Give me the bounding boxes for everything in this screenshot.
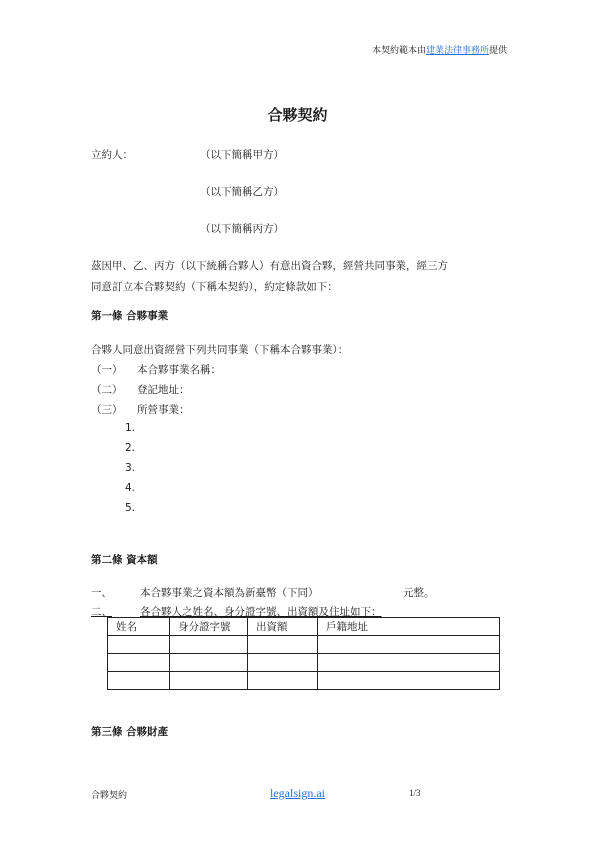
table-cell[interactable]	[248, 672, 318, 690]
clause-1-text: 本合夥事業之資本額為新臺幣（下同）	[140, 587, 319, 599]
numbered-line-3: 3.	[125, 462, 136, 474]
clause-2-text: 各合夥人之姓名、身分證字號、出資額及住址如下：	[140, 606, 382, 618]
page-header	[372, 43, 507, 56]
table-cell[interactable]	[318, 636, 500, 654]
item-3-text: 所營事業：	[137, 404, 190, 416]
table-header-row	[108, 618, 500, 636]
preamble-line-1: 茲因甲、乙、丙方（以下統稱合夥人）有意出資合夥，經營共同事業，經三方	[91, 260, 448, 272]
numbered-line-1: 1.	[125, 422, 136, 434]
table-row	[108, 636, 500, 654]
column-header-address: 戶籍地址	[318, 618, 500, 636]
party-a-placeholder: （以下簡稱甲方）	[200, 149, 284, 161]
party-c-placeholder: （以下簡稱丙方）	[200, 223, 284, 235]
numbered-line-5: 5.	[125, 502, 136, 514]
table-cell[interactable]	[318, 654, 500, 672]
table-cell[interactable]	[248, 654, 318, 672]
table-cell[interactable]	[108, 636, 170, 654]
numbered-line-2: 2.	[125, 442, 136, 454]
item-3-number: （三）	[91, 404, 123, 416]
item-1-number: （一）	[91, 364, 123, 376]
party-b-placeholder: （以下簡稱乙方）	[200, 186, 284, 198]
article-1-intro: 合夥人同意出資經營下列共同事業（下稱本合夥事業）：	[91, 344, 349, 356]
table-cell[interactable]	[170, 672, 248, 690]
item-2-text: 登記地址：	[137, 384, 190, 396]
article-2-heading: 第二條 資本額	[91, 554, 158, 566]
column-header-name: 姓名	[108, 618, 170, 636]
table-cell[interactable]	[170, 654, 248, 672]
document-title: 合夥契約	[267, 106, 328, 124]
partners-table	[107, 617, 500, 690]
footer-title: 合夥契約	[91, 791, 128, 801]
preamble-line-2: 同意訂立本合夥契約（下稱本契約），約定條款如下：	[91, 281, 338, 293]
item-2-number: （二）	[91, 384, 123, 396]
table-cell[interactable]	[318, 672, 500, 690]
clause-1-tail: 元整。	[403, 587, 435, 599]
article-3-heading: 第三條 合夥財產	[91, 726, 169, 738]
table-cell[interactable]	[248, 636, 318, 654]
table-cell[interactable]	[108, 672, 170, 690]
table-row	[108, 654, 500, 672]
table-cell[interactable]	[108, 654, 170, 672]
legalsign-link[interactable]: legalsign.ai	[270, 786, 325, 800]
column-header-contribution: 出資額	[248, 618, 318, 636]
header-prefix: 本契約範本由	[371, 46, 426, 56]
clause-1-number: 一、	[91, 587, 112, 599]
table-row	[108, 672, 500, 690]
clause-2-number: 二、	[91, 606, 112, 618]
item-1-text: 本合夥事業名稱：	[137, 364, 221, 376]
article-1-heading: 第一條 合夥事業	[91, 310, 169, 322]
footer-link[interactable]	[270, 786, 325, 801]
numbered-line-4: 4.	[125, 482, 136, 494]
page-number: 1/3	[409, 788, 421, 798]
firm-link[interactable]: 建業法律事務所	[425, 46, 489, 56]
header-suffix: 提供	[488, 46, 507, 56]
column-header-id-number: 身分證字號	[170, 618, 248, 636]
table-cell[interactable]	[170, 636, 248, 654]
parties-label: 立約人：	[91, 149, 133, 161]
